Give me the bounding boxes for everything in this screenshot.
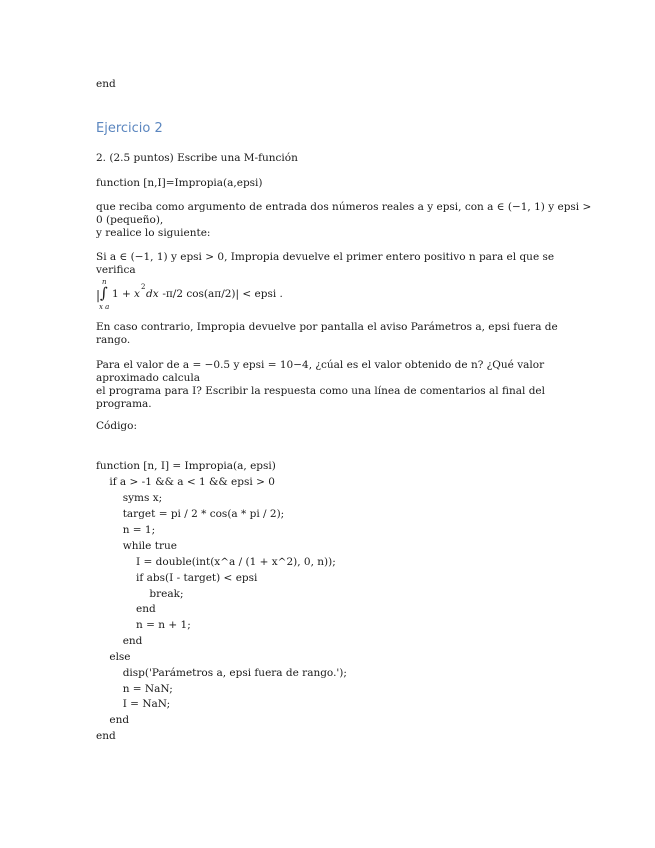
condition-line: verifica — [96, 264, 136, 276]
code-line: if a > -1 && a < 1 && epsi > 0 — [96, 476, 275, 488]
else-line: En caso contrario, Impropia devuelve por pantalla el aviso Parámetros a, epsi fuera de — [96, 321, 558, 333]
formula-variable: x — [134, 288, 140, 300]
code-line: n = NaN; — [96, 683, 173, 695]
code-line: end — [96, 714, 130, 726]
description-line: que reciba como argumento de entrada dos números reales a y epsi, con a ∈ (−1, 1) y epsi > — [96, 201, 592, 213]
upper-limit: n — [102, 278, 107, 286]
question-line: Para el valor de a = −0.5 y epsi = 10−4, ¿cúal es el valor obtenido de n? ¿Qué valor — [96, 359, 545, 371]
code-line: end — [96, 603, 156, 615]
lower-limit: x a — [99, 303, 110, 311]
code-line: break; — [96, 588, 184, 600]
code-line: n = 1; — [96, 524, 156, 536]
description-line: 0 (pequeño), — [96, 214, 164, 226]
code-line: disp('Parámetros a, epsi fuera de rango.'); — [96, 667, 347, 679]
integral-sign: ∫ — [100, 284, 108, 302]
integral-formula — [96, 278, 396, 312]
code-line: syms x; — [96, 492, 163, 504]
code-line: if abs(I - target) < epsi — [96, 572, 258, 584]
else-line: rango. — [96, 334, 131, 346]
code-line: I = double(int(x^a / (1 + x^2), 0, n)); — [96, 556, 336, 568]
code-line: end — [96, 730, 116, 742]
exercise-title: 2. (2.5 puntos) Escribe una M-función — [96, 152, 298, 164]
formula-part: 1 + — [112, 288, 135, 300]
end-line: end — [96, 78, 116, 90]
code-line: function [n, I] = Impropia(a, epsi) — [96, 460, 276, 472]
code-line: n = n + 1; — [96, 619, 191, 631]
function-signature: function [n,I]=Impropia(a,epsi) — [96, 177, 263, 189]
code-label: Código: — [96, 420, 138, 432]
code-line: end — [96, 635, 143, 647]
code-line: target = pi / 2 * cos(a * pi / 2); — [96, 508, 285, 520]
formula-dx: dx — [146, 288, 159, 300]
formula-exponent: 2 — [141, 283, 146, 291]
question-line: el programa para I? Escribir la respuesta como una línea de comentarios al final del — [96, 385, 545, 397]
condition-line: Si a ∈ (−1, 1) y epsi > 0, Impropia devuelve el primer entero positivo n para el que se — [96, 251, 555, 263]
code-line: else — [96, 651, 131, 663]
description-line: y realice lo siguiente: — [96, 227, 211, 239]
question-line: aproximado calcula — [96, 372, 200, 384]
code-line: I = NaN; — [96, 698, 171, 710]
question-line: programa. — [96, 398, 152, 410]
formula-rest: -π/2 cos(aπ/2)| < epsi . — [159, 288, 283, 300]
section-heading: Ejercicio 2 — [96, 121, 163, 136]
abs-bar-open: | — [96, 288, 101, 302]
code-line: while true — [96, 540, 177, 552]
